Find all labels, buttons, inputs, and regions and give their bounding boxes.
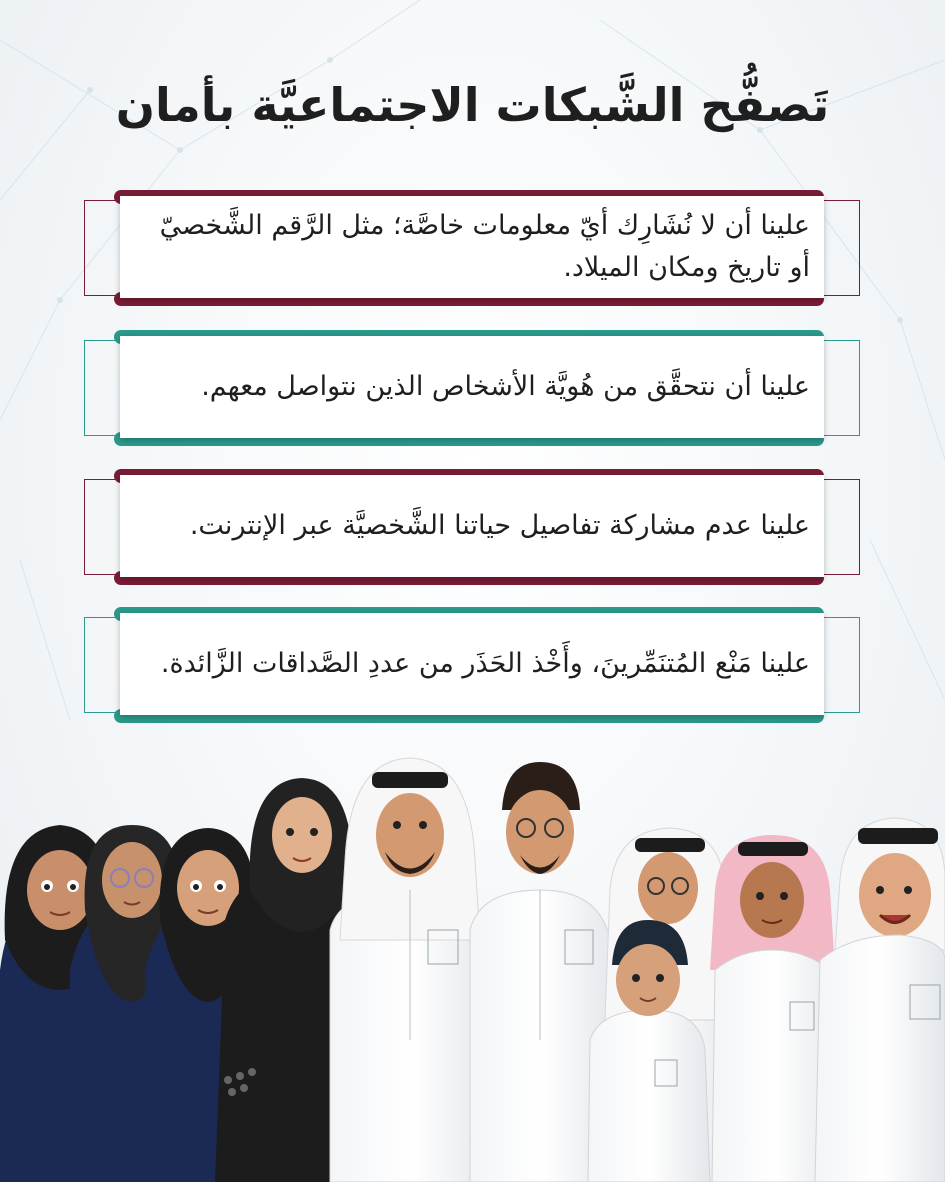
card-box bbox=[120, 613, 824, 715]
tip-text: علينا أن لا نُشَارِك أيّ معلومات خاصَّة؛ مثل الرَّقم الشَّخصيّ أو تاريخ ومكان الميلاد. bbox=[159, 210, 810, 283]
tip-card-1 bbox=[84, 190, 862, 306]
card-box bbox=[120, 196, 824, 298]
tip-text: علينا أن نتحقَّق من هُويَّة الأشخاص الذين نتواصل معهم. bbox=[201, 371, 810, 402]
tip-card-4 bbox=[84, 607, 862, 723]
tip-card-3 bbox=[84, 469, 862, 585]
tip-card-2 bbox=[84, 330, 862, 446]
page-title: تَصفُّح الشَّبكات الاجتماعيَّة بأمان bbox=[115, 78, 830, 132]
family-illustration bbox=[0, 740, 945, 1182]
card-box bbox=[120, 475, 824, 577]
card-box bbox=[120, 336, 824, 438]
man-ghutra-smiling-character bbox=[815, 818, 945, 1182]
tip-text: علينا عدم مشاركة تفاصيل حياتنا الشَّخصيَّة عبر الإنترنت. bbox=[189, 510, 810, 541]
tip-text: علينا مَنْع المُتنَمِّرينَ، وأَخْذ الحَذَر من عددِ الصَّداقات الزَّائدة. bbox=[160, 648, 810, 679]
